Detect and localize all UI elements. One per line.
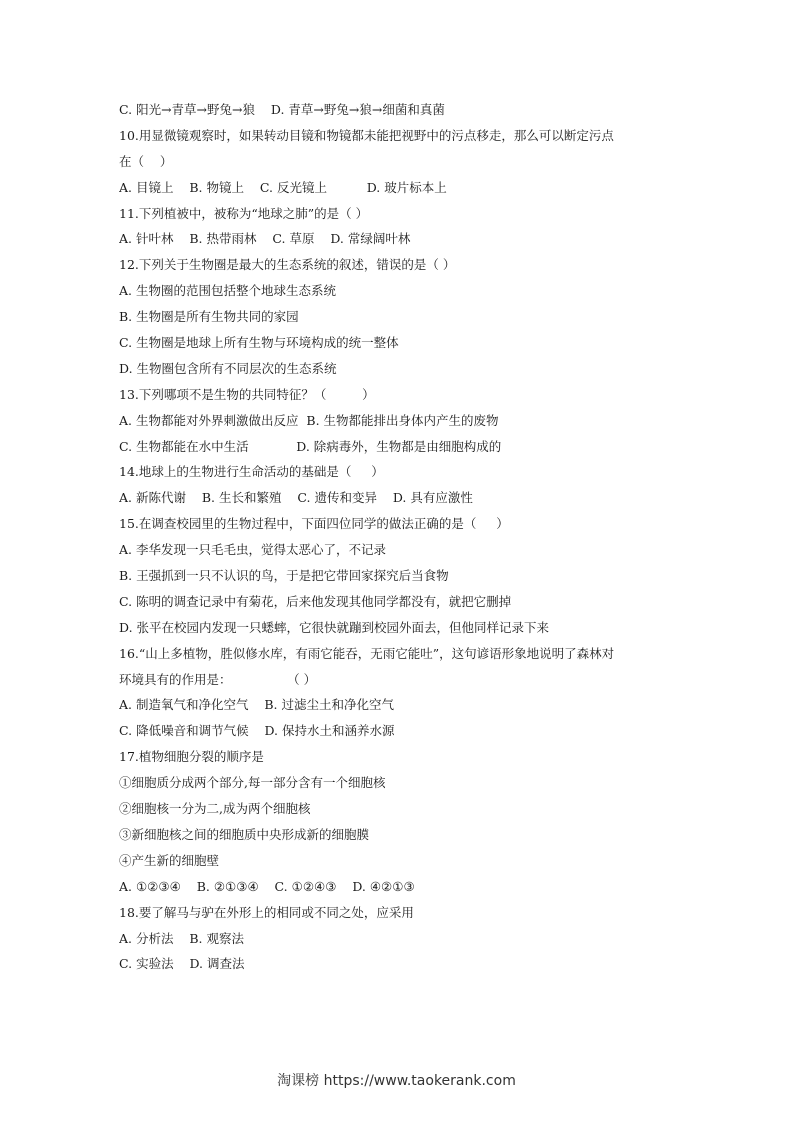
- text-line: 16.“山上多植物，胜似修水库，有雨它能吞，无雨它能吐”，这句谚语形象地说明了森林对: [119, 645, 615, 661]
- text-line: A. ①②③④ B. ②①③④ C. ①②④③ D. ④②①③: [119, 878, 415, 894]
- text-line: A. 制造氧气和净化空气 B. 过滤尘土和净化空气: [119, 697, 395, 713]
- text-line: 在（ ）: [119, 153, 173, 169]
- text-line: A. 针叶林 B. 热带雨林 C. 草原 D. 常绿阔叶林: [119, 231, 411, 247]
- text-line: 环境具有的作用是： （ ）: [119, 671, 317, 687]
- text-line: A. 生物都能对外界刺激做出反应 B. 生物都能排出身体内产生的废物: [119, 412, 499, 428]
- text-line: 11.下列植被中，被称为“地球之肺”的是（ ）: [119, 205, 369, 221]
- footer-watermark: 淘课榜 https://www.taokerank.com: [277, 1073, 516, 1089]
- text-line: D. 张平在校园内发现一只蟋蟀，它很快就蹦到校园外面去，但他同样记录下来: [119, 619, 550, 635]
- text-line: 12.下列关于生物圈是最大的生态系统的叙述，错误的是（ ）: [119, 257, 456, 273]
- text-line: B. 王强抓到一只不认识的鸟，于是把它带回家探究后当食物: [119, 568, 449, 584]
- text-line: C. 生物都能在水中生活 D. 除病毒外，生物都是由细胞构成的: [119, 438, 502, 454]
- text-line: ②细胞核一分为二,成为两个细胞核: [119, 801, 311, 817]
- text-line: ①细胞质分成两个部分,每一部分含有一个细胞核: [119, 775, 386, 791]
- text-line: ④产生新的细胞壁: [119, 852, 220, 868]
- text-line: A. 分析法 B. 观察法: [119, 930, 245, 946]
- text-line: A. 李华发现一只毛毛虫，觉得太恶心了，不记录: [119, 542, 386, 558]
- text-line: ③新细胞核之间的细胞质中央形成新的细胞膜: [119, 826, 370, 842]
- text-line: B. 生物圈是所有生物共同的家园: [119, 309, 299, 325]
- text-line: A. 生物圈的范围包括整个地球生态系统: [119, 283, 336, 299]
- text-line: 18.要了解马与驴在外形上的相同或不同之处，应采用: [119, 904, 414, 920]
- text-line: 17.植物细胞分裂的顺序是: [119, 749, 264, 765]
- text-line: C. 生物圈是地球上所有生物与环境构成的统一整体: [119, 335, 399, 351]
- text-line: 14.地球上的生物进行生命活动的基础是（ ）: [119, 464, 384, 480]
- text-line: C. 降低噪音和调节气候 D. 保持水土和涵养水源: [119, 723, 395, 739]
- text-line: C. 实验法 D. 调查法: [119, 956, 245, 972]
- text-line: 15.在调查校园里的生物过程中，下面四位同学的做法正确的是（ ）: [119, 516, 509, 532]
- text-line: A. 新陈代谢 B. 生长和繁殖 C. 遗传和变异 D. 具有应激性: [119, 490, 473, 506]
- question-content: [119, 97, 679, 977]
- text-line: 10.用显微镜观察时，如果转动目镜和物镜都未能把视野中的污点移走，那么可以断定污点: [119, 127, 614, 143]
- text-line: C. 陈明的调查记录中有菊花，后来他发现其他同学都没有，就把它删掉: [119, 593, 512, 609]
- text-line: 13.下列哪项不是生物的共同特征？（ ）: [119, 386, 375, 402]
- text-line: C. 阳光→青草→野兔→狼 D. 青草→野兔→狼→细菌和真菌: [119, 102, 445, 117]
- text-line: A. 目镜上 B. 物镜上 C. 反光镜上 D. 玻片标本上: [119, 179, 447, 195]
- text-line: D. 生物圈包含所有不同层次的生态系统: [119, 360, 337, 376]
